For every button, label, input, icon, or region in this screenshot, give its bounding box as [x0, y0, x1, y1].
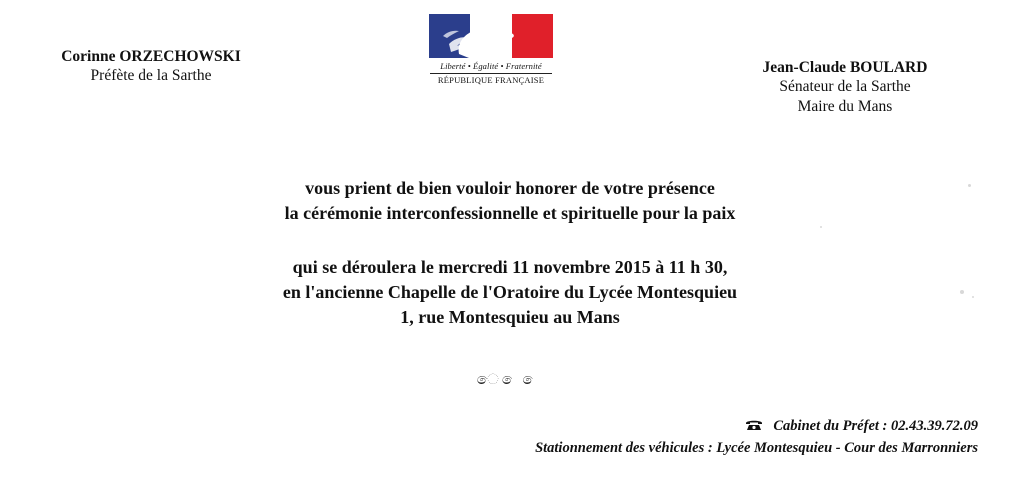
prefect-name: Corinne ORZECHOWSKI [61, 48, 241, 65]
logo-motto: Liberté • Égalité • Fraternité [440, 61, 542, 71]
senator-name: Jean-Claude BOULARD [762, 59, 928, 76]
invitation-line-1: vous prient de bien vouloir honorer de votre présence [305, 178, 715, 198]
invitation-line-4: en l'ancienne Chapelle de l'Oratoire du Lycée Montesquieu [282, 282, 738, 302]
invitation-line-3: qui se déroulera le mercredi 11 novembre 2015 à 11 h 30, [292, 257, 728, 277]
logo-republic: RÉPUBLIQUE FRANÇAISE [430, 73, 552, 85]
mayor-title: Maire du Mans [797, 98, 893, 115]
ornament-divider: ෙ ෙ ෙ [476, 372, 544, 388]
telephone-icon [745, 419, 763, 431]
scan-speck [972, 296, 974, 298]
invitation-line-5: 1, rue Montesquieu au Mans [400, 307, 620, 327]
senator-block [720, 58, 970, 117]
parking-line: Stationnement des véhicules : Lycée Montesquieu - Cour des Marronniers [535, 440, 978, 456]
senator-title: Sénateur de la Sarthe [779, 78, 911, 95]
scan-speck [960, 290, 964, 294]
scan-speck [820, 226, 822, 228]
cabinet-phone-text: Cabinet du Préfet : 02.43.39.72.09 [773, 418, 978, 434]
marianne-flag-icon [429, 14, 553, 58]
scan-speck [968, 184, 971, 187]
prefect-title: Préfète de la Sarthe [90, 67, 212, 84]
invitation-intro [160, 176, 860, 226]
prefect-block [26, 47, 276, 86]
republique-francaise-logo [424, 14, 558, 85]
invitation-details [160, 255, 860, 330]
invitation-line-2: la cérémonie interconfessionnelle et spirituelle pour la paix [284, 203, 736, 223]
cabinet-line [745, 418, 978, 435]
